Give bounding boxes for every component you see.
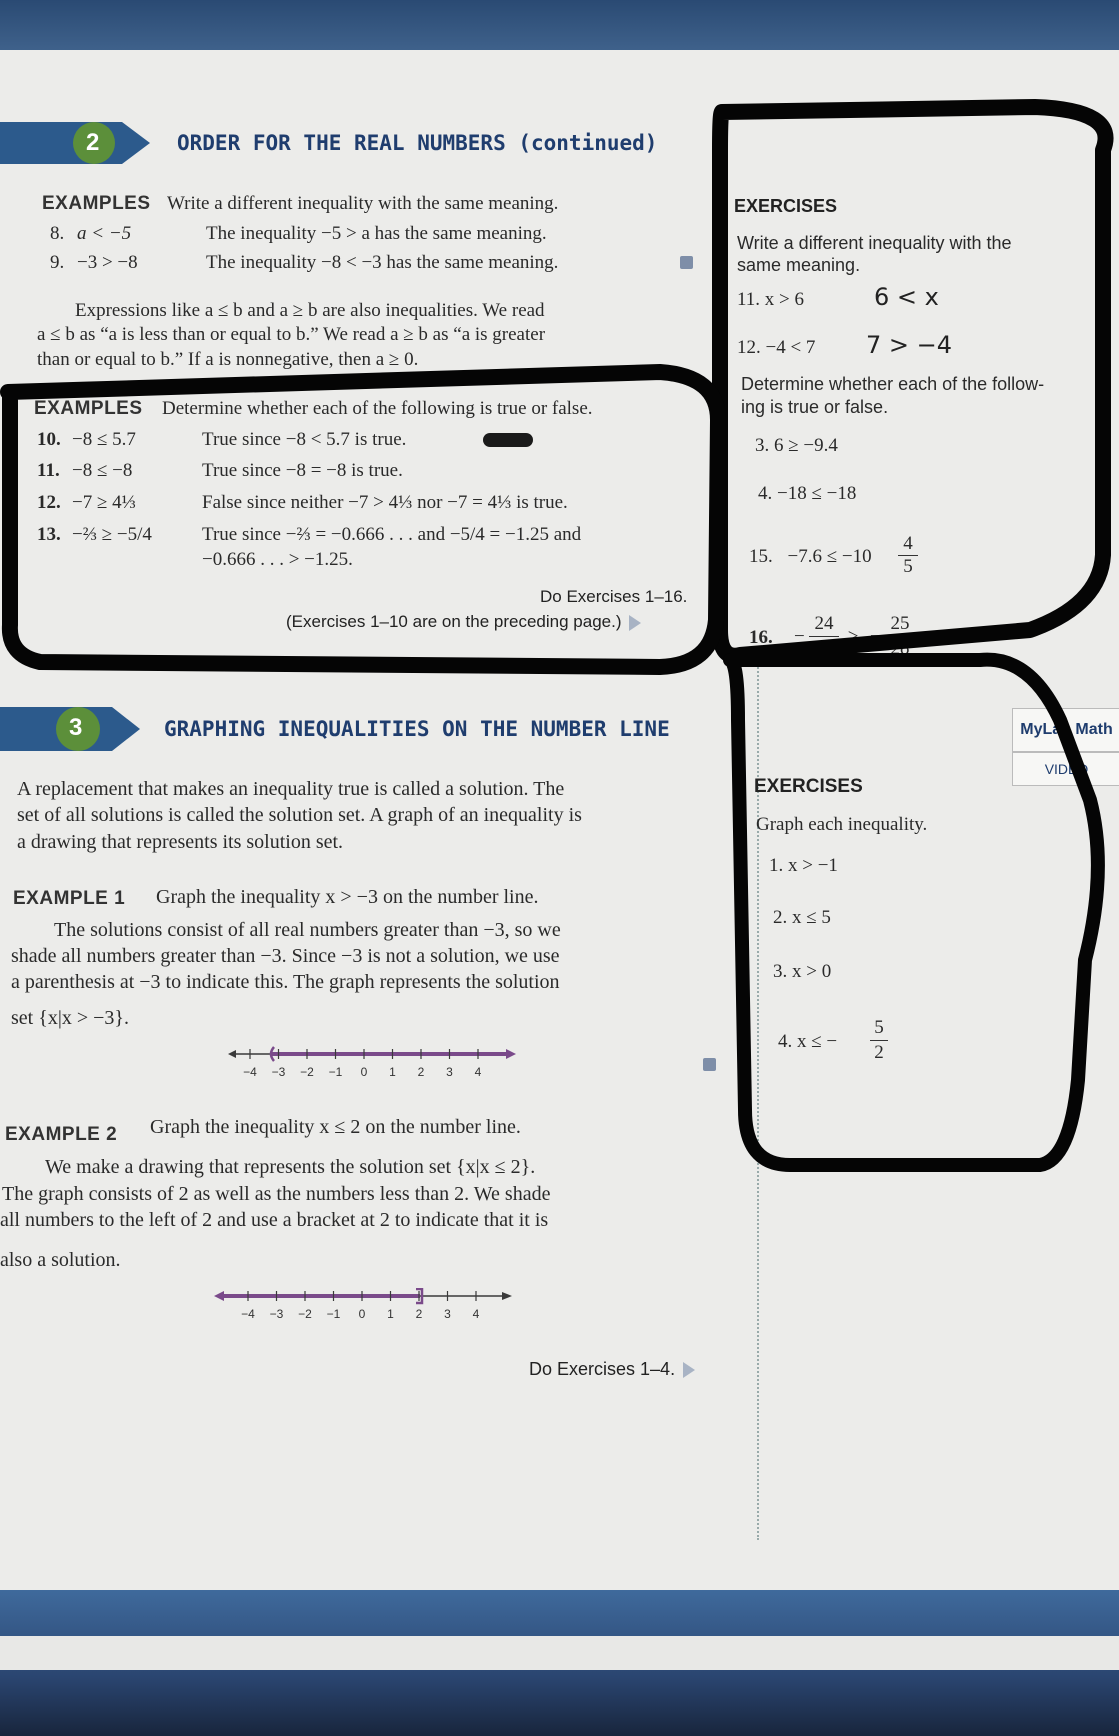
graph-exercise-2: 2. x ≤ 5 (773, 907, 831, 928)
section-3-para-line-3: a drawing that represents its solution set. (17, 831, 344, 853)
example-1-line-1: The solutions consist of all real numbers greater than −3, so we (54, 919, 561, 941)
exercises-heading-2: EXERCISES (754, 776, 863, 797)
tick-label: 4 (472, 1307, 480, 1321)
tick-label: −2 (300, 1065, 314, 1079)
exercise-12-handwritten: 7 > −4 (866, 331, 953, 359)
tick-label: 4 (474, 1065, 482, 1079)
graph-exercise-3: 3. x > 0 (773, 961, 832, 982)
section-2-number: 2 (86, 129, 100, 156)
mylab-math-label: MyLab Math (1020, 721, 1113, 738)
example-11-expression: −8 ≤ −8 (72, 460, 133, 481)
example-12-expression: −7 ≥ 4⅓ (72, 492, 136, 513)
examples-label: EXAMPLES (42, 193, 151, 214)
section-3-title: GRAPHING INEQUALITIES ON THE NUMBER LINE (164, 717, 670, 741)
example-9-expression: −3 > −8 (77, 252, 138, 273)
exercises-heading-1: EXERCISES (734, 196, 838, 216)
tick-label: −3 (271, 1065, 286, 1079)
examples-2-label: EXAMPLES (34, 398, 143, 419)
exercise-11-handwritten: 6 < x (874, 283, 939, 311)
paragraph-line-3: than or equal to b.” If a is nonnegative, then a ≥ 0. (37, 349, 419, 370)
tick-label: 3 (446, 1065, 453, 1079)
exercise-15-expression: −7.6 ≤ −10 (787, 546, 872, 567)
tick-label: 1 (387, 1307, 394, 1321)
tick-label: −1 (326, 1307, 341, 1321)
example-10-text: True since −8 < 5.7 is true. (202, 429, 407, 450)
exercise-11: 11. x > 6 (737, 289, 805, 310)
graph-exercise-1: 1. x > −1 (769, 855, 838, 876)
exercises-intro-1: Write a different inequality with the (737, 233, 1012, 253)
section-3-para-line-1: A replacement that makes an inequality true is called a solution. The (17, 778, 565, 800)
exercise-16-number: 16. (749, 627, 773, 648)
exercise-16-denominator-1: 27 (814, 638, 834, 659)
example-13-text-2: −0.666 . . . > −1.25. (202, 549, 353, 570)
tick-label: −4 (241, 1307, 255, 1321)
exercises-intro-3: Determine whether each of the follow- (741, 374, 1045, 394)
example-13-text: True since −⅔ = −0.666 . . . and −5/4 = −1.25 and (202, 524, 582, 545)
example-9-number: 9. (50, 252, 65, 273)
graph-exercise-4: 4. x ≤ − (778, 1031, 838, 1052)
graph-exercise-4-denominator: 2 (874, 1042, 884, 1063)
tick-label: −2 (298, 1307, 312, 1321)
video-label: VIDEO (1044, 761, 1089, 777)
tick-label: 0 (358, 1307, 366, 1321)
tick-label: 2 (415, 1307, 423, 1321)
example-2-intro: Graph the inequality x ≤ 2 on the number line. (150, 1116, 521, 1138)
tick-label: 1 (389, 1065, 396, 1079)
exercise-14: 4. −18 ≤ −18 (758, 483, 857, 504)
graph-exercise-4-numerator: 5 (870, 1016, 888, 1041)
example-2-line-4: also a solution. (0, 1249, 121, 1271)
exercises-intro-4: ing is true or false. (741, 397, 889, 417)
tick-label: −1 (328, 1065, 343, 1079)
tick-label: −4 (243, 1065, 257, 1079)
section-2-title: ORDER FOR THE REAL NUMBERS (continued) (177, 131, 658, 155)
example-8-number: 8. (50, 223, 65, 244)
example-13-number: 13. (37, 524, 61, 545)
example-11-number: 11. (37, 460, 60, 481)
do-exercises-1-4-text: Do Exercises 1–4. (529, 1359, 676, 1379)
paragraph-line-1: Expressions like a ≤ b and a ≥ b are also inequalities. We read (75, 300, 545, 321)
exercise-15-number: 15. (749, 546, 773, 567)
exercise-16-numerator-1: 24 (809, 612, 839, 637)
example-1-intro: Graph the inequality x > −3 on the number line. (156, 886, 539, 908)
examples-2-intro: Determine whether each of the following is true or false. (162, 398, 593, 419)
section-3-number: 3 (69, 714, 83, 741)
exercise-16-denominator-2: 28 (890, 638, 910, 659)
exercise-16-minus-2: − (870, 626, 881, 647)
exercise-13: 3. 6 ≥ −9.4 (755, 435, 838, 456)
example-2-line-1: We make a drawing that represents the solution set {x|x ≤ 2}. (45, 1156, 536, 1178)
example-2-label: EXAMPLE 2 (5, 1124, 118, 1145)
exercise-15-denominator: 5 (903, 556, 913, 577)
do-exercises-note-text: (Exercises 1–10 are on the preceding page.) (286, 612, 622, 631)
example-9-text: The inequality −8 < −3 has the same meaning. (206, 252, 559, 273)
example-12-number: 12. (37, 492, 61, 513)
exercise-15-numerator: 4 (898, 533, 918, 556)
example-1-line-4: set {x|x > −3}. (11, 1007, 129, 1029)
example-10-expression: −8 ≤ 5.7 (72, 429, 136, 450)
exercises-intro-2: same meaning. (737, 255, 861, 275)
example-12-text: False since neither −7 > 4⅓ nor −7 = 4⅓ is true. (202, 492, 568, 513)
do-exercises-1-16: Do Exercises 1–16. (540, 587, 688, 606)
section-3-para-line-2: set of all solutions is called the solution set. A graph of an inequality is (17, 804, 582, 826)
example-1-label: EXAMPLE 1 (13, 888, 126, 909)
example-10-number: 10. (37, 429, 61, 450)
tick-label: 3 (444, 1307, 451, 1321)
paragraph-line-2: a ≤ b as “a is less than or equal to b.” We read a ≥ b as “a is greater (37, 324, 546, 345)
tick-label: 2 (417, 1065, 425, 1079)
example-13-expression: −⅔ ≥ −5/4 (72, 524, 152, 545)
example-8-expression: a < −5 (77, 223, 132, 244)
exercise-16-operator: ≥ (848, 626, 859, 647)
tick-label: 0 (360, 1065, 368, 1079)
example-2-line-3: all numbers to the left of 2 and use a bracket at 2 to indicate that it is (0, 1209, 549, 1231)
examples-intro: Write a different inequality with the same meaning. (167, 193, 559, 214)
example-2-line-2: The graph consists of 2 as well as the numbers less than 2. We shade (2, 1183, 551, 1205)
example-1-line-3: a parenthesis at −3 to indicate this. The graph represents the solution (11, 971, 560, 993)
exercise-16-minus-1: − (794, 626, 805, 647)
example-11-text: True since −8 = −8 is true. (202, 460, 403, 481)
exercise-16-numerator-2: 25 (885, 612, 915, 637)
exercises-2-intro: Graph each inequality. (756, 814, 928, 835)
example-1-line-2: shade all numbers greater than −3. Since −3 is not a solution, we use (11, 945, 560, 967)
tick-label: −3 (269, 1307, 284, 1321)
exercise-12: 12. −4 < 7 (737, 337, 816, 358)
example-8-text: The inequality −5 > a has the same meaning. (206, 223, 547, 244)
